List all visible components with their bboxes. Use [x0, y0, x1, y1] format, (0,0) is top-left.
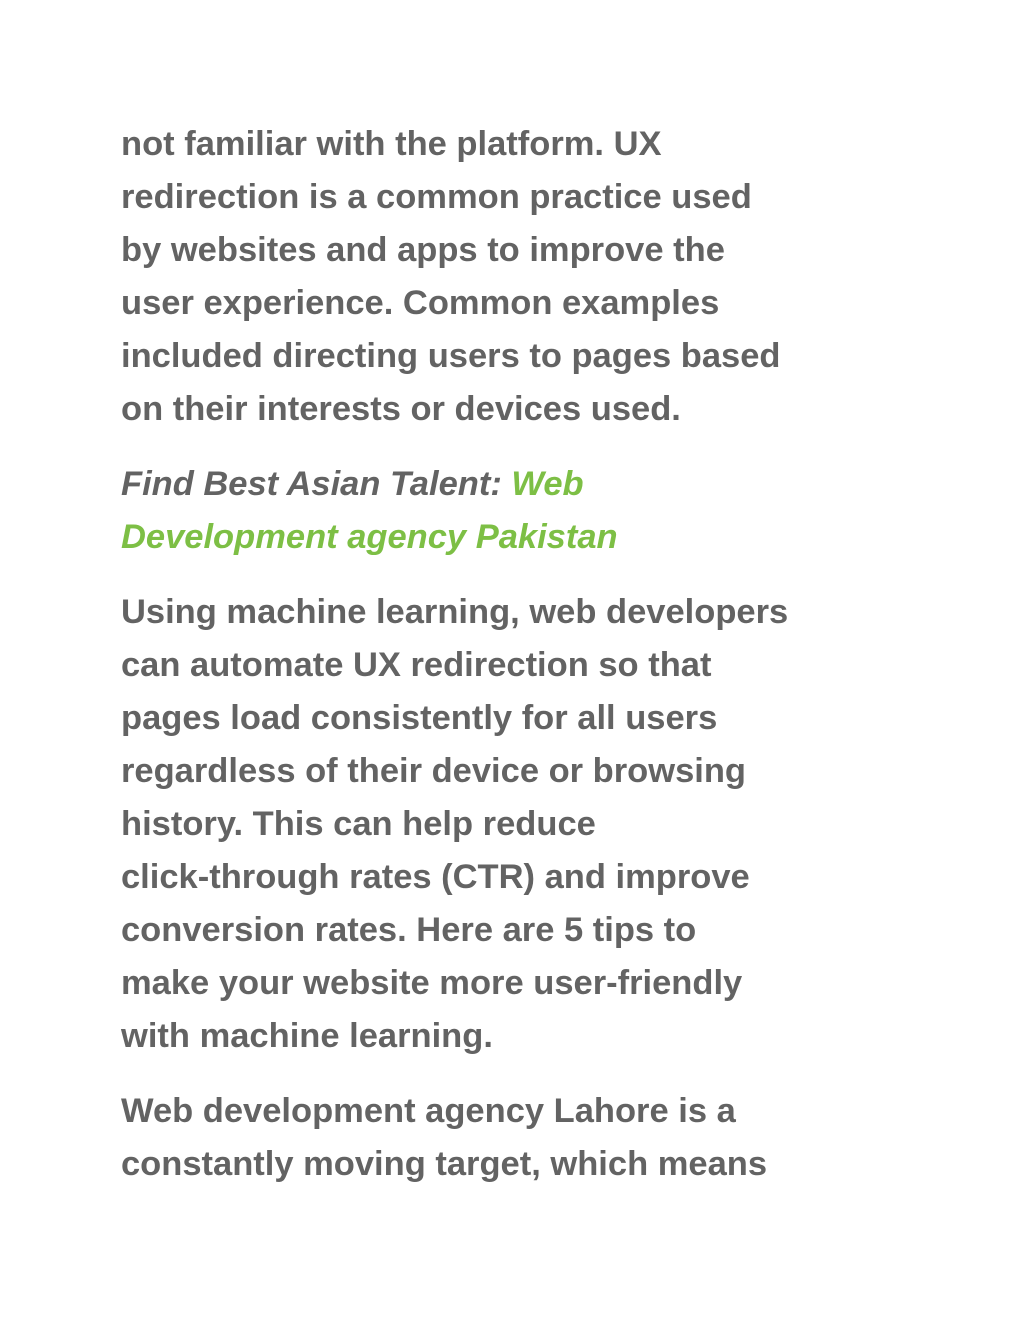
text-line: constantly moving target, which means: [121, 1145, 768, 1183]
text-line: by websites and apps to improve the: [121, 231, 725, 269]
heading-line: [121, 458, 921, 511]
text-line: redirection is a common practice used: [121, 178, 752, 216]
heading-line: [121, 511, 921, 564]
text-line: with machine learning.: [121, 1017, 493, 1055]
heading-prefix: Find Best Asian Talent:: [121, 465, 512, 503]
talent-heading: [121, 458, 921, 564]
paragraph-machine-learning: [121, 586, 921, 1063]
text-line: Using machine learning, web developers: [121, 593, 789, 631]
text-line: can automate UX redirection so that: [121, 646, 712, 684]
document-page: [121, 118, 921, 1191]
text-line: pages load consistently for all users: [121, 699, 718, 737]
text-line: Web development agency Lahore is a: [121, 1092, 736, 1130]
paragraph-spacer: [121, 564, 921, 586]
paragraph-spacer: [121, 1063, 921, 1085]
text-line: conversion rates. Here are 5 tips to: [121, 911, 697, 949]
text-line: make your website more user-friendly: [121, 964, 743, 1002]
paragraph-lahore-agency: [121, 1085, 921, 1191]
agency-link-part2[interactable]: Development agency Pakistan: [121, 518, 618, 556]
agency-link-part1[interactable]: Web: [511, 465, 584, 503]
text-line: included directing users to pages based: [121, 337, 781, 375]
paragraph-spacer: [121, 436, 921, 458]
text-line: user experience. Common examples: [121, 284, 720, 322]
paragraph-ux-redirection: [121, 118, 921, 436]
text-line: click-through rates (CTR) and improve: [121, 858, 750, 896]
text-line: not familiar with the platform. UX: [121, 125, 662, 163]
text-line: regardless of their device or browsing: [121, 752, 747, 790]
text-line: on their interests or devices used.: [121, 390, 681, 428]
text-line: history. This can help reduce: [121, 805, 596, 843]
